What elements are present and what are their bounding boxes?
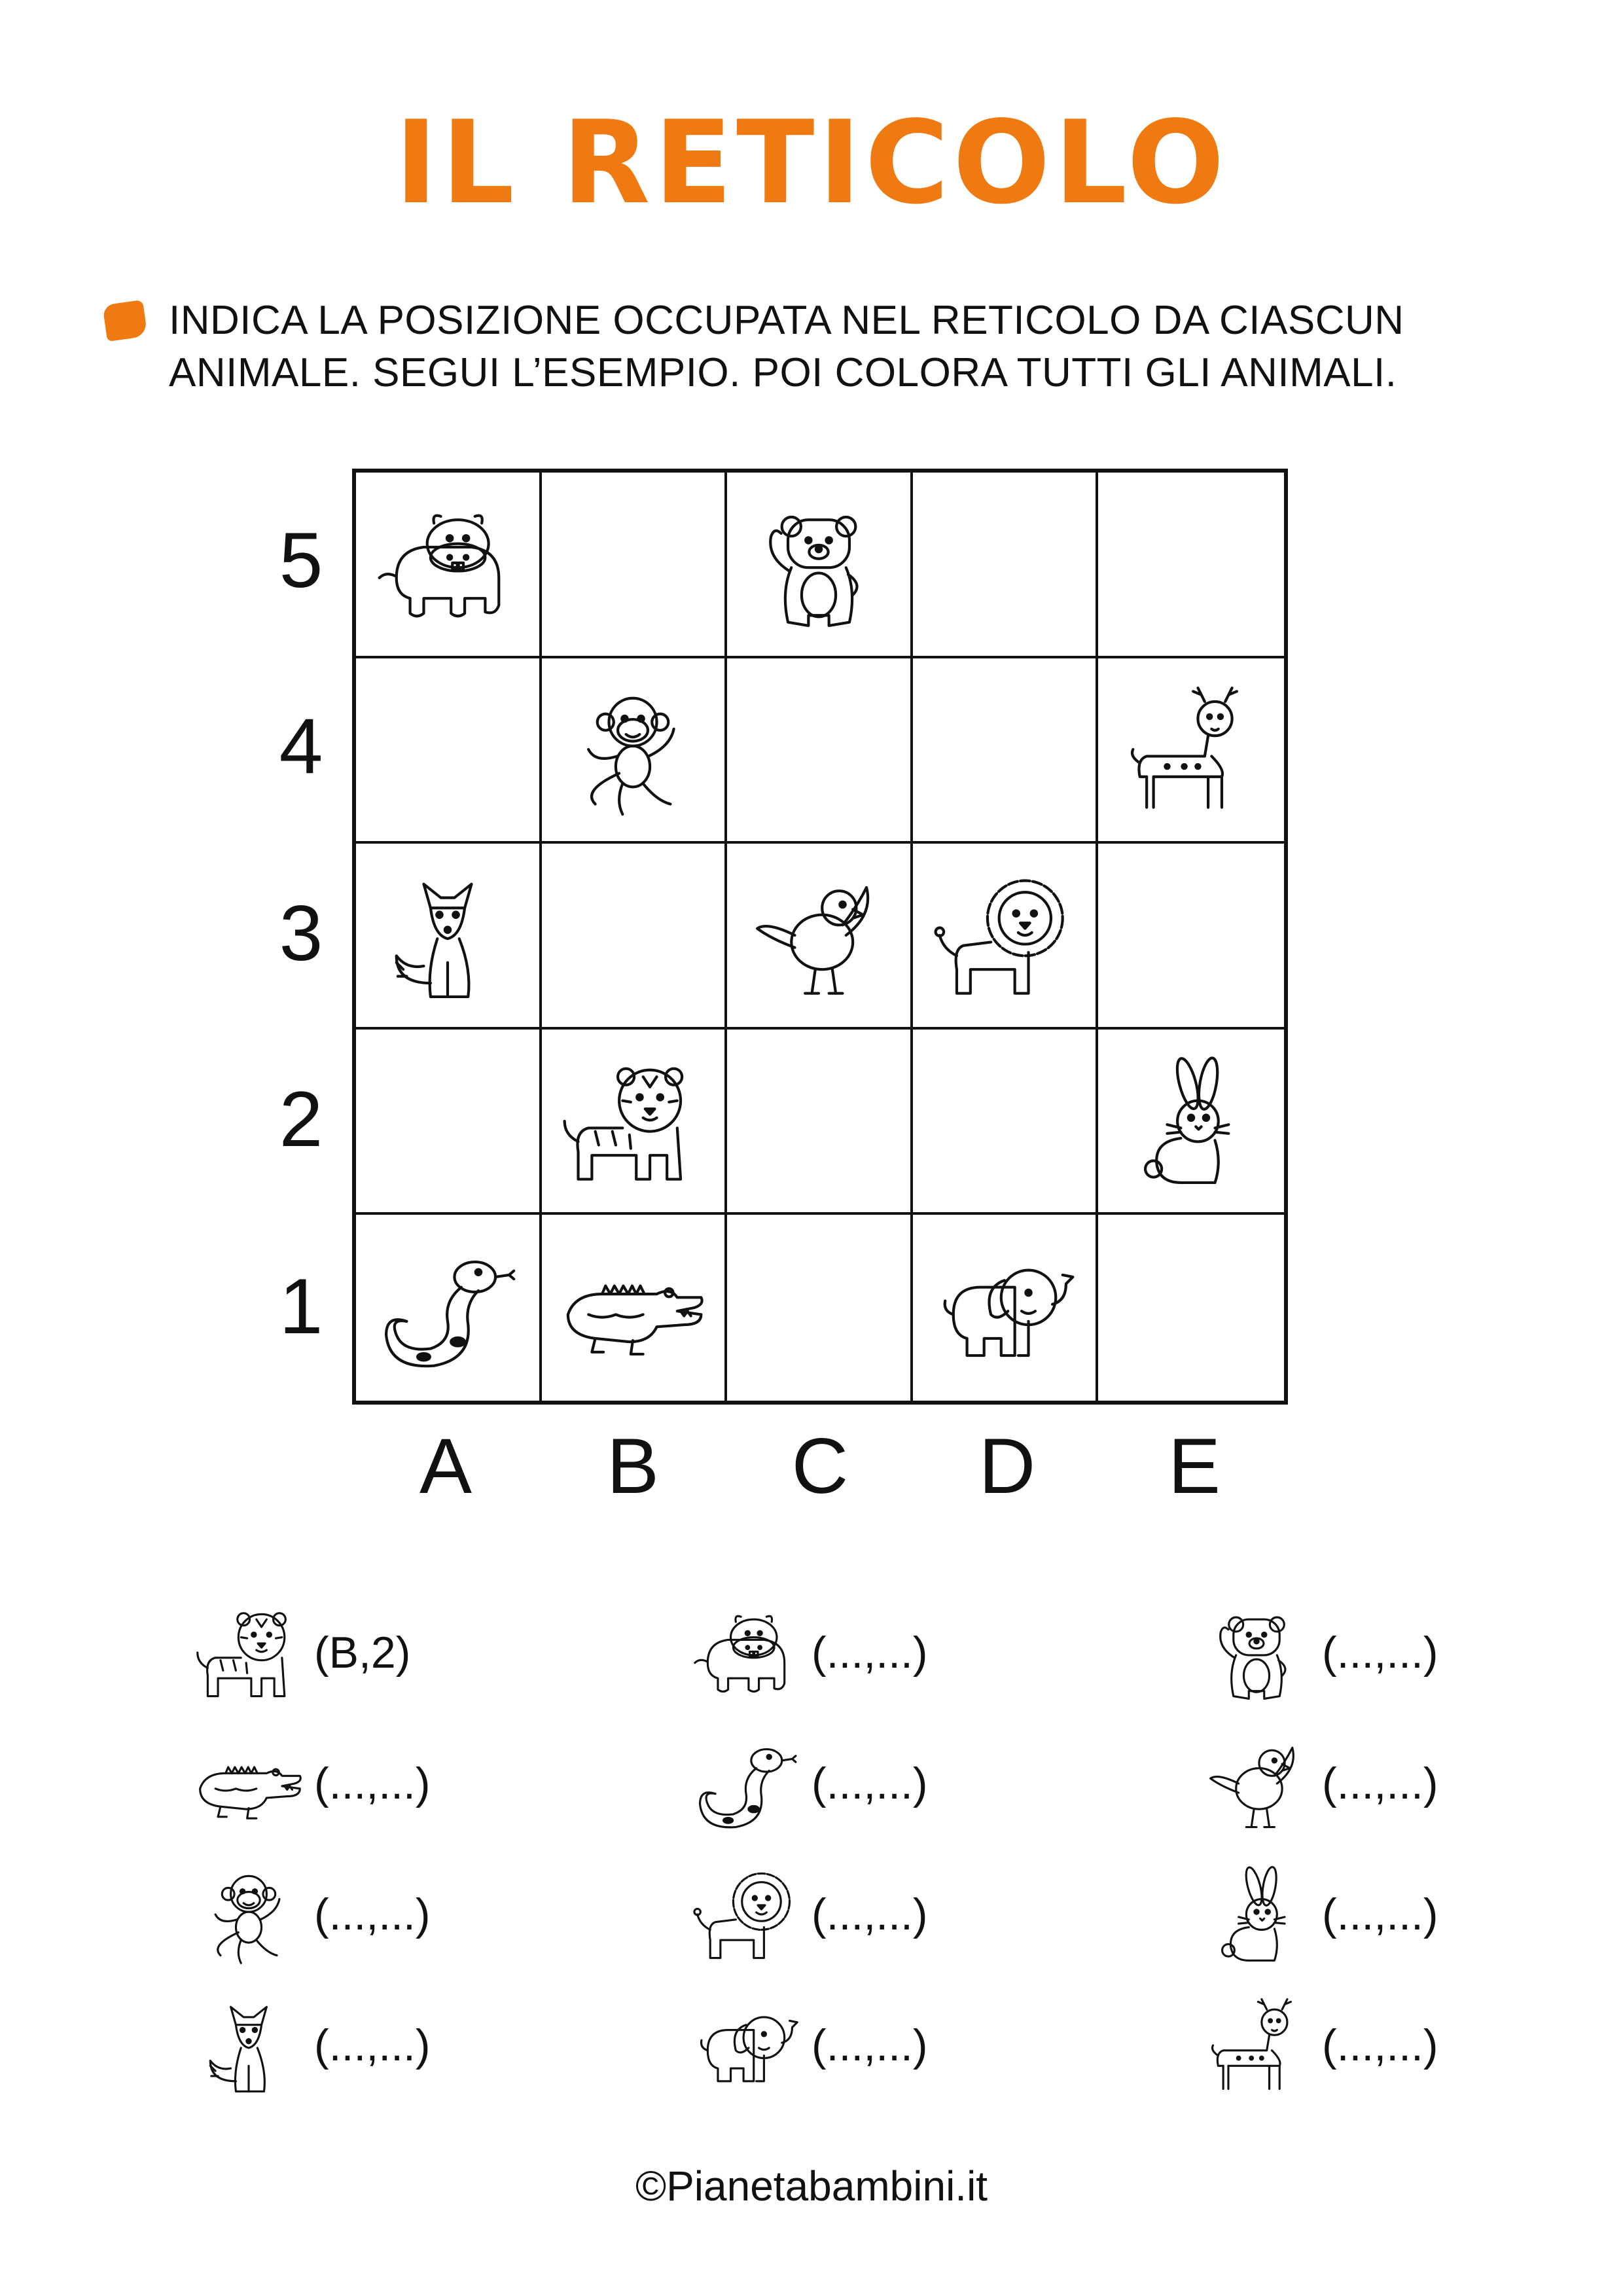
answer-snake (687, 1721, 928, 1846)
answer-text[interactable]: (...,...) (1322, 1628, 1438, 1677)
elephant-icon (926, 1229, 1083, 1386)
grid-cell-b2 (542, 1030, 728, 1215)
crocodile-icon (554, 1229, 711, 1386)
grid-cell-b5 (542, 473, 728, 658)
answer-text[interactable]: (...,...) (314, 1890, 431, 1939)
answer-text[interactable]: (...,...) (314, 2020, 431, 2070)
grid-cell-b3 (542, 844, 728, 1030)
grid-cell-c4 (727, 658, 913, 844)
tiger-icon (190, 1594, 308, 1712)
bear-icon (740, 486, 897, 643)
bird-icon (1198, 1725, 1315, 1842)
grid-cell-c5 (727, 473, 913, 658)
answer-tiger (190, 1590, 410, 1715)
grid-cell-d3 (913, 844, 1099, 1030)
grid-cell-b1 (542, 1215, 728, 1401)
answer-text[interactable]: (...,...) (1322, 1890, 1438, 1939)
answer-rabbit (1198, 1852, 1438, 1977)
answer-text[interactable]: (...,...) (314, 1759, 431, 1808)
grid-cell-a4 (356, 658, 542, 844)
grid-cell-e4 (1098, 658, 1284, 844)
tiger-icon (554, 1043, 711, 1200)
instructions-line-2: ANIMALE. SEGUI L’ESEMPIO. POI COLORA TUTTI GLI ANIMALI. (169, 350, 1397, 395)
row-label-5: 5 (279, 516, 323, 604)
column-label-b: B (606, 1422, 660, 1510)
hippo-icon (369, 486, 526, 643)
grid-cell-d5 (913, 473, 1099, 658)
reticolo-grid (352, 469, 1288, 1405)
column-label-a: A (419, 1422, 473, 1510)
answer-text: (B,2) (314, 1628, 411, 1677)
fox-icon (369, 857, 526, 1014)
answer-text[interactable]: (...,...) (812, 2020, 928, 2070)
answer-bear (1198, 1590, 1438, 1715)
grid-cell-c2 (727, 1030, 913, 1215)
instructions-line-1: INDICA LA POSIZIONE OCCUPATA NEL RETICOLO DA CIASCUN (169, 298, 1404, 343)
answer-text[interactable]: (...,...) (1322, 1759, 1438, 1808)
row-label-4: 4 (279, 702, 323, 790)
lion-icon (926, 857, 1083, 1014)
row-label-3: 3 (279, 889, 323, 977)
answer-elephant (687, 1983, 928, 2108)
answer-text[interactable]: (...,...) (812, 1890, 928, 1939)
elephant-icon (687, 1986, 805, 2104)
grid-cell-b4 (542, 658, 728, 844)
answer-crocodile (190, 1721, 431, 1846)
snake-icon (369, 1229, 526, 1386)
grid-cell-e3 (1098, 844, 1284, 1030)
fox-icon (190, 1986, 308, 2104)
crocodile-icon (190, 1725, 308, 1842)
grid-cell-a5 (356, 473, 542, 658)
grid-cell-c3 (727, 844, 913, 1030)
grid-cell-d4 (913, 658, 1099, 844)
answer-hippo (687, 1590, 928, 1715)
grid-cell-a1 (356, 1215, 542, 1401)
answer-text[interactable]: (...,...) (812, 1628, 928, 1677)
grid-cell-c1 (727, 1215, 913, 1401)
page-title: IL RETICOLO (395, 97, 1228, 230)
bullet-icon (102, 300, 147, 342)
monkey-icon (554, 671, 711, 828)
lion-icon (687, 1856, 805, 1973)
answer-text[interactable]: (...,...) (812, 1759, 928, 1808)
grid-cell-e1 (1098, 1215, 1284, 1401)
column-label-c: C (791, 1422, 849, 1510)
answer-bird (1198, 1721, 1438, 1846)
grid-cell-d1 (913, 1215, 1099, 1401)
monkey-icon (190, 1856, 308, 1973)
footer-credit: ©Pianetabambini.it (635, 2162, 988, 2210)
grid-cell-e5 (1098, 473, 1284, 658)
column-label-e: E (1168, 1422, 1221, 1510)
deer-icon (1113, 671, 1270, 828)
answer-fox (190, 1983, 431, 2108)
grid-cell-a2 (356, 1030, 542, 1215)
deer-icon (1198, 1986, 1315, 2104)
instructions (169, 295, 1517, 399)
answer-monkey (190, 1852, 431, 1977)
snake-icon (687, 1725, 805, 1842)
hippo-icon (687, 1594, 805, 1712)
grid-cell-d2 (913, 1030, 1099, 1215)
row-label-1: 1 (279, 1263, 323, 1350)
answer-deer (1198, 1983, 1438, 2108)
rabbit-icon (1113, 1043, 1270, 1200)
column-label-d: D (978, 1422, 1036, 1510)
bear-icon (1198, 1594, 1315, 1712)
row-label-2: 2 (279, 1075, 323, 1163)
rabbit-icon (1198, 1856, 1315, 1973)
bird-icon (740, 857, 897, 1014)
answer-lion (687, 1852, 928, 1977)
grid-cell-a3 (356, 844, 542, 1030)
grid-cell-e2 (1098, 1030, 1284, 1215)
answer-text[interactable]: (...,...) (1322, 2020, 1438, 2070)
